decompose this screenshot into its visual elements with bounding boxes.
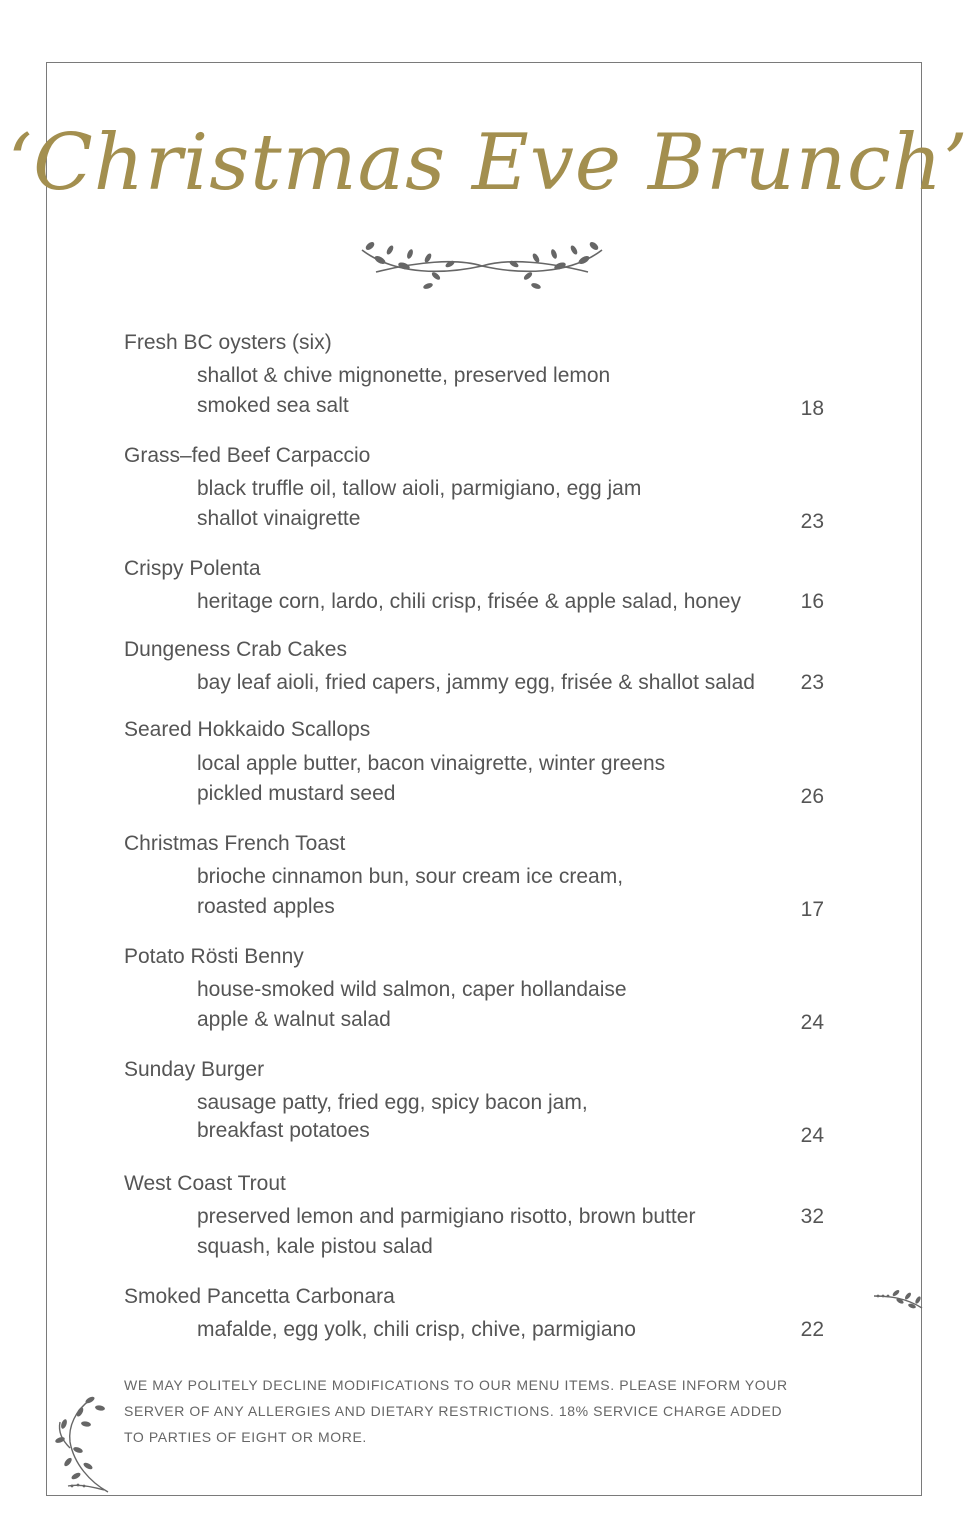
- item-description: heritage corn, lardo, chili crisp, frisée & apple salad, honey: [197, 590, 741, 613]
- item-description: bay leaf aioli, fried capers, jammy egg, frisée & shallot salad: [197, 671, 755, 694]
- leaf-sprig-icon: [872, 1288, 924, 1314]
- item-description: house-smoked wild salmon, caper hollandaise: [197, 978, 627, 1001]
- footer-notice: TO PARTIES OF EIGHT OR MORE.: [124, 1429, 367, 1445]
- item-name: Smoked Pancetta Carbonara: [124, 1285, 395, 1308]
- item-description: squash, kale pistou salad: [197, 1235, 433, 1258]
- item-description: breakfast potatoes: [197, 1119, 370, 1142]
- item-name: West Coast Trout: [124, 1172, 286, 1195]
- item-description: smoked sea salt: [197, 394, 349, 417]
- item-description: sausage patty, fried egg, spicy bacon jam,: [197, 1091, 588, 1114]
- item-name: Grass–fed Beef Carpaccio: [124, 444, 371, 467]
- item-description: black truffle oil, tallow aioli, parmigiano, egg jam: [197, 477, 642, 500]
- item-price: 22: [800, 1318, 824, 1341]
- item-name: Seared Hokkaido Scallops: [124, 718, 371, 741]
- item-price: 26: [800, 785, 824, 808]
- item-description: brioche cinnamon bun, sour cream ice cream,: [197, 865, 624, 888]
- item-description: pickled mustard seed: [197, 782, 396, 805]
- item-price: 24: [800, 1011, 824, 1034]
- item-name: Potato Rösti Benny: [124, 945, 304, 968]
- item-name: Sunday Burger: [124, 1058, 265, 1081]
- menu-title: ‘Christmas Eve Brunch’: [7, 118, 969, 208]
- item-name: Christmas French Toast: [124, 832, 346, 855]
- leaf-sprig-icon: [50, 1392, 114, 1496]
- item-name: Crispy Polenta: [124, 557, 261, 580]
- item-description: preserved lemon and parmigiano risotto, brown butter: [197, 1205, 696, 1228]
- item-price: 32: [800, 1205, 824, 1228]
- item-price: 17: [800, 898, 824, 921]
- item-price: 18: [800, 397, 824, 420]
- item-description: local apple butter, bacon vinaigrette, winter greens: [197, 752, 666, 775]
- item-price: 24: [800, 1124, 824, 1147]
- footer-notice: SERVER OF ANY ALLERGIES AND DIETARY RESTRICTIONS. 18% SERVICE CHARGE ADDED: [124, 1403, 783, 1419]
- item-name: Dungeness Crab Cakes: [124, 638, 347, 661]
- leafy-garland-icon: [356, 236, 608, 298]
- item-description: roasted apples: [197, 895, 335, 918]
- item-price: 16: [800, 590, 824, 613]
- item-name: Fresh BC oysters (six): [124, 331, 332, 354]
- item-description: mafalde, egg yolk, chili crisp, chive, parmigiano: [197, 1318, 636, 1341]
- item-price: 23: [800, 510, 824, 533]
- item-description: apple & walnut salad: [197, 1008, 391, 1031]
- item-price: 23: [800, 671, 824, 694]
- item-description: shallot & chive mignonette, preserved lemon: [197, 364, 611, 387]
- item-description: shallot vinaigrette: [197, 507, 361, 530]
- footer-notice: WE MAY POLITELY DECLINE MODIFICATIONS TO OUR MENU ITEMS. PLEASE INFORM YOUR: [124, 1377, 788, 1393]
